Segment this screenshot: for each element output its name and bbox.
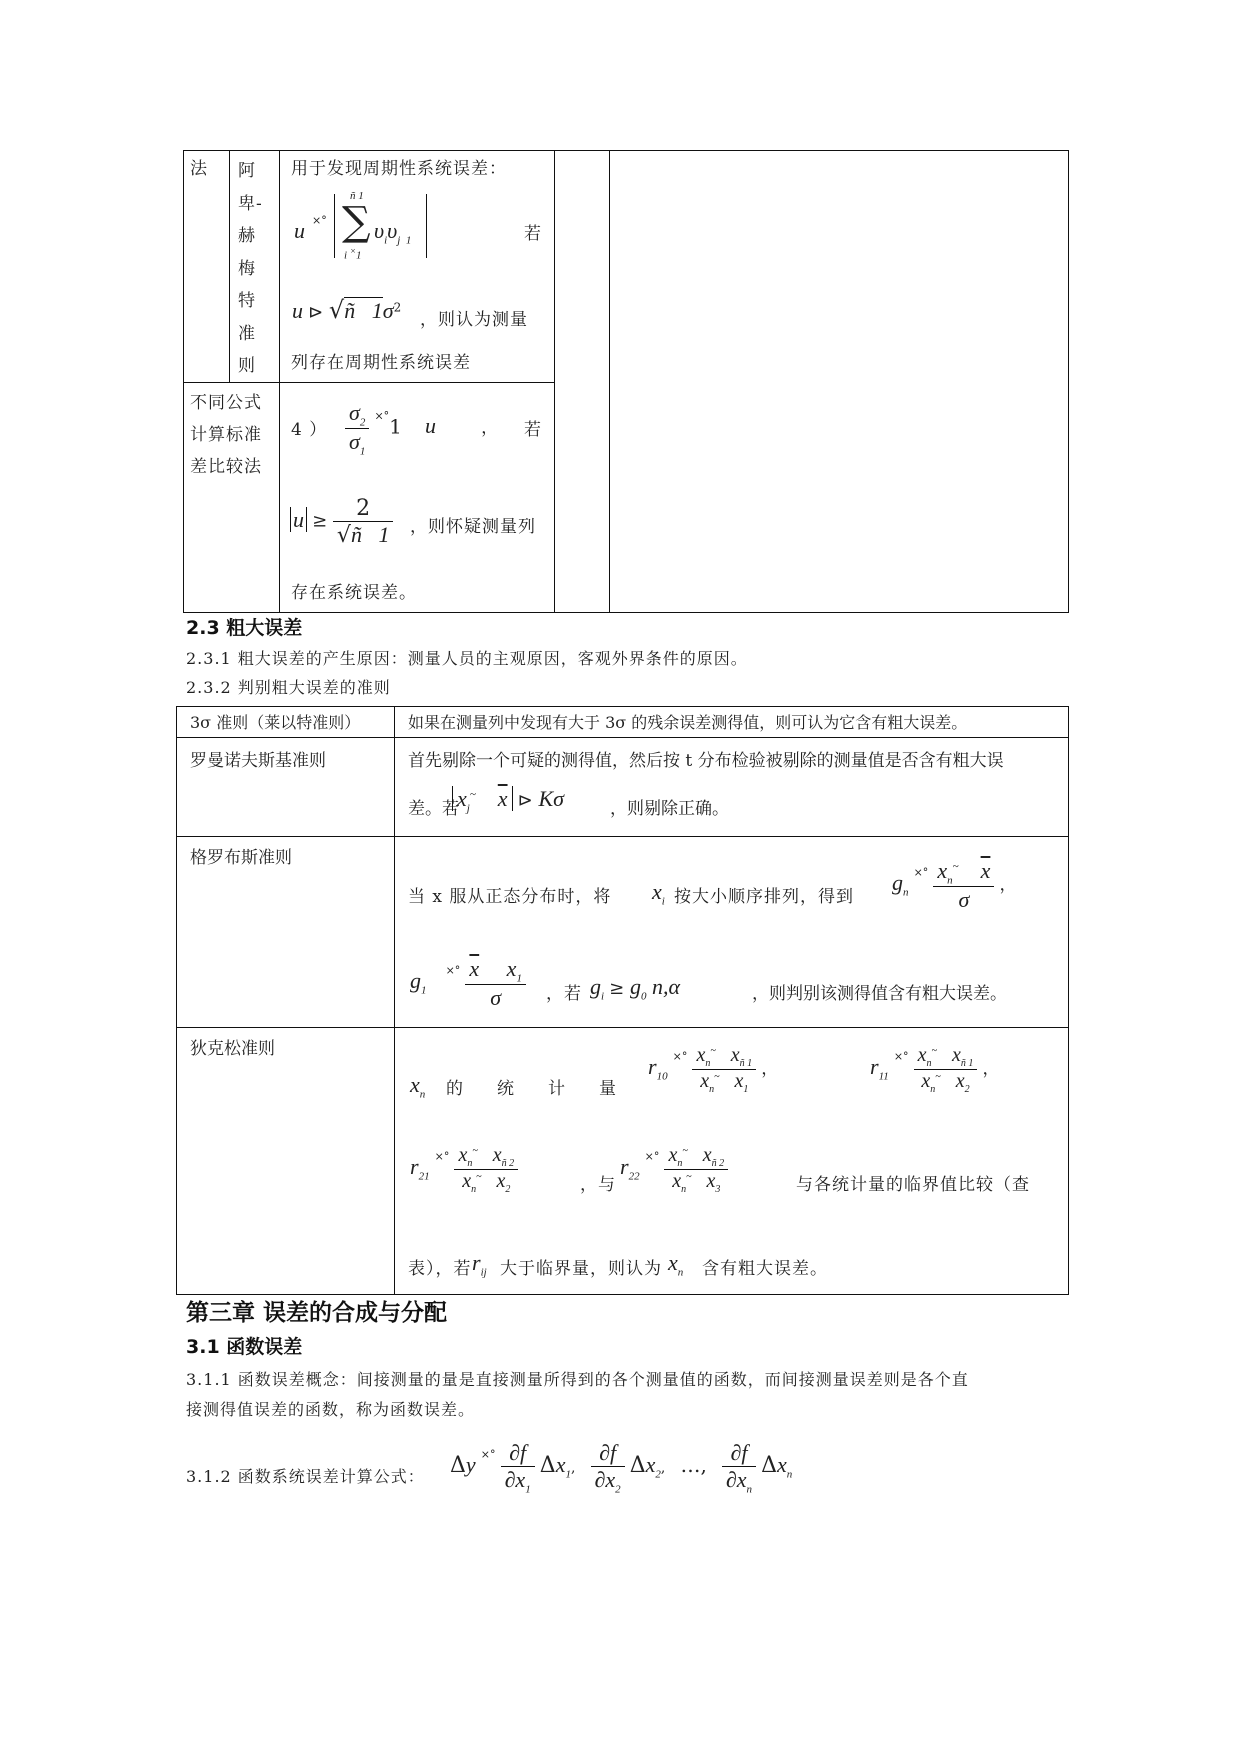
criterion-dixon-text-c: 与各统计量的临界值比较（查 — [796, 1175, 1030, 1195]
criterion-dixon-text-f: 含有粗大误差。 — [702, 1259, 828, 1279]
grubbs-g1-formula: $g_1$ ×° $\frac{\overline{x} x_1}{\sigma}$ — [410, 956, 526, 1011]
criterion-grubbs-text-c: ，若 — [546, 984, 582, 1004]
criterion-dixon-text-d: 表），若 — [408, 1259, 472, 1279]
std-ruo: 若 — [524, 420, 542, 440]
criterion-grubbs-text-a: 当 x 服从正态分布时，将 — [408, 887, 612, 907]
criterion-dixon-name: 狄克松准则 — [190, 1039, 275, 1059]
criterion-dixon-text-e: 大于临界量，则认为 — [500, 1259, 662, 1279]
criterion-romanovsky-name: 罗曼诺夫斯基准则 — [190, 751, 326, 771]
abbe-ruo: 若 — [524, 224, 542, 244]
criterion-3sigma-name: 3σ 准则（莱以特准则） — [190, 713, 361, 732]
abbe-conclusion-a: ，则认为测量 — [420, 310, 528, 330]
method-column-label: 法 — [190, 159, 208, 179]
dixon-xn: $x_n$ — [410, 1072, 426, 1101]
criterion-grubbs-text-b: 按大小顺序排列，得到 — [674, 887, 854, 907]
section-2-3-2: 2.3.2 判别粗大误差的准则 — [186, 678, 391, 697]
criterion-dixon-text-a: 的 统 计 量 — [446, 1079, 616, 1099]
dixon-xn-2: $x_n$ — [668, 1250, 684, 1279]
std-conclusion-a: ，则怀疑测量列 — [410, 517, 536, 537]
dixon-r10-formula: $r_{10}$ ×° $\frac{x_n^\sim x_{ñ 1}}{x_n^\sim x_1}$ ， — [648, 1044, 779, 1095]
abbe-description: 用于发现周期性系统误差： — [291, 159, 507, 179]
section-3-1-1-a: 3.1.1 函数误差概念：间接测量的量是直接测量所得到的各个测量值的函数，而间接测量误差则是各个直 — [186, 1370, 969, 1389]
std-condition-formula: u ≥ $\frac{2}{√ñ 1}$ — [290, 496, 393, 548]
function-error-formula: Δy ×° $\frac{\partial f}{\partial x_1}$ $\Delta x_1$, $\frac{\partial f}{\partial x_2}$ $\Delta x_2$, …, $\frac{\partial f}{\partial x_n}$ $\Delta x_n$ — [450, 1440, 793, 1496]
abbe-formula: u ×° ñ 1 ∑ i ×1 $\upsilon_i\upsilon_{j 1}$ — [292, 190, 442, 270]
criterion-grubbs-text-d: ，则判别该测得值含有粗大误差。 — [752, 984, 1007, 1004]
section-2-3-1: 2.3.1 粗大误差的产生原因：测量人员的主观原因，客观外界条件的原因。 — [186, 649, 748, 668]
grubbs-xi: $x_i$ — [652, 879, 665, 908]
dixon-rij: $r_{ij}$ — [472, 1250, 487, 1279]
criterion-romanovsky-text-b: 差。若 — [408, 799, 459, 819]
section-2-3-heading: 2.3 粗大误差 — [186, 617, 303, 639]
criterion-grubbs-name: 格罗布斯准则 — [190, 848, 292, 868]
section-3-1-2-label: 3.1.2 函数系统误差计算公式： — [186, 1467, 425, 1486]
abbe-conclusion-b: 列存在周期性系统误差 — [291, 353, 471, 373]
std-ratio-formula: $\frac{\sigma_2}{\sigma_1}$ ×°1 u ， — [345, 400, 498, 458]
dixon-r22-formula: $r_{22}$ ×° $\frac{x_n^\sim x_{ñ 2}}{x_n^\sim x_3}$ — [620, 1144, 728, 1195]
criterion-dixon-text-b: ，与 — [580, 1175, 616, 1195]
criterion-romanovsky-text-a: 首先剔除一个可疑的测得值，然后按 t 分布检验被剔除的测量值是否含有粗大误 — [408, 751, 1004, 771]
dixon-r11-formula: $r_{11}$ ×° $\frac{x_n^\sim x_{ñ 1}}{x_n^\sim x_2}$ ， — [870, 1044, 1000, 1095]
abbe-condition: u ⊳ √ñ $1\sigma^2$ — [292, 296, 402, 324]
criterion-romanovsky-text-c: ，则剔除正确。 — [610, 799, 729, 819]
grubbs-gn-formula: $g_n$ ×° $\frac{x_n^\sim \overline{x}}{\sigma}$ ， — [892, 858, 1017, 913]
std-conclusion-b: 存在系统误差。 — [291, 583, 417, 603]
std-compare-name: 不同公式 计算标准 差比较法 — [190, 393, 262, 477]
grubbs-condition: $g_i \ge g_0$ n,α — [590, 974, 681, 1003]
section-3-1-1-b: 接测得值误差的函数，称为函数误差。 — [186, 1400, 476, 1419]
section-3-1-heading: 3.1 函数误差 — [186, 1336, 303, 1358]
criterion-3sigma-text: 如果在测量列中发现有大于 3σ 的残余误差测得值，则可认为它含有粗大误差。 — [408, 713, 968, 732]
romanovsky-formula: $x_j^\sim$ $\overline{x}$ ⊳ Kσ — [452, 786, 564, 814]
chapter-3-title: 第三章 误差的合成与分配 — [186, 1300, 448, 1326]
dixon-r21-formula: $r_{21}$ ×° $\frac{x_n^\sim x_{ñ 2}}{x_n^\sim x_2}$ — [410, 1144, 518, 1195]
abbe-criterion-name: 阿 卑- 赫 梅 特 准 则 — [238, 161, 263, 376]
std-item-number: 4 ） — [291, 420, 328, 440]
